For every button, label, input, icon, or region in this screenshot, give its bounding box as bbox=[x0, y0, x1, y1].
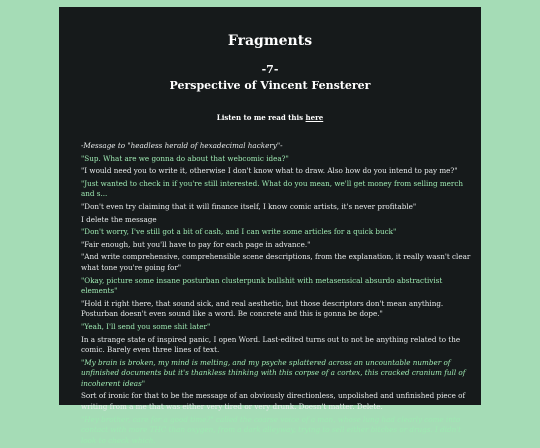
audio-reading-label: Listen to me read this bbox=[216, 113, 306, 122]
story-line: -Message to "headless herald of hexadecimal hackery"- bbox=[81, 141, 283, 150]
story-line: "Don't worry, I've still got a bit of cash, and I can write some articles for a quick buck" bbox=[81, 227, 397, 237]
story-body bbox=[81, 141, 471, 448]
story-line: Sort of ironic for that to be the message of an obviously directionless, unpolished and unfinished piece of writing from a me that was either very tired or very drunk. Doesn't matter. Delete. bbox=[81, 391, 466, 412]
story-line: "And write comprehensive, comprehensible scene descriptions, from the explanation, it really wasn't clear what tone you're going for" bbox=[81, 252, 471, 272]
story-line: "Don't even try claiming that it will finance itself, I know comic artists, it's never profitable" bbox=[81, 201, 417, 211]
story-title: Fragments bbox=[227, 33, 313, 49]
story-panel bbox=[59, 7, 481, 445]
story-line: I delete the message bbox=[81, 214, 157, 224]
chapter-number: -7- bbox=[261, 63, 279, 76]
story-line: "Okay, picture some insane posturban clusterpunk bullshit with metasensical absurdo abstractivist elements" bbox=[81, 275, 443, 296]
chapter-subtitle: Perspective of Vincent Fensterer bbox=[169, 79, 371, 92]
audio-reading-link[interactable]: here bbox=[305, 113, 324, 122]
story-line: "Yeah, I'll send you some shit later" bbox=[81, 321, 211, 331]
story-line: In a strange state of inspired panic, I open Word. Last-edited turns out to not be anything related to the comic. Barely even three lines of text. bbox=[81, 334, 461, 355]
story-line: "My brain is broken, my mind is melting, and my psyche splattered across an uncountable number of unfinished documents but it's thankless thinking with this corpse of a cortex, this cracked cranium full of incoherent ideas" bbox=[81, 357, 466, 388]
story-line: "Hey brother, care for a good time?" called the coarse voice of a man, whose lung had clearly come into contact with more THC than oxygen, from a dark alleyway, trying to sell either bitches or drugs. I didn't look to check which. bbox=[81, 414, 462, 445]
story-line: "I would need you to write it, otherwise I don't know what to draw. Also how do you intend to pay me?" bbox=[81, 166, 458, 176]
story-line: "Hold it right there, that sound sick, and real aesthetic, but those descriptors don't mean anything. Posturban doesn't even sound like a word. Be concrete and this is gonna be dope." bbox=[81, 298, 444, 319]
story-line: "Sup. What are we gonna do about that webcomic idea?" bbox=[81, 153, 289, 163]
story-line: "Just wanted to check in if you're still interested. What do you mean, we'll get money from selling merch and s... bbox=[81, 178, 464, 199]
audio-reading-line bbox=[59, 113, 481, 122]
story-line: "Fair enough, but you'll have to pay for each page in advance." bbox=[81, 239, 311, 249]
